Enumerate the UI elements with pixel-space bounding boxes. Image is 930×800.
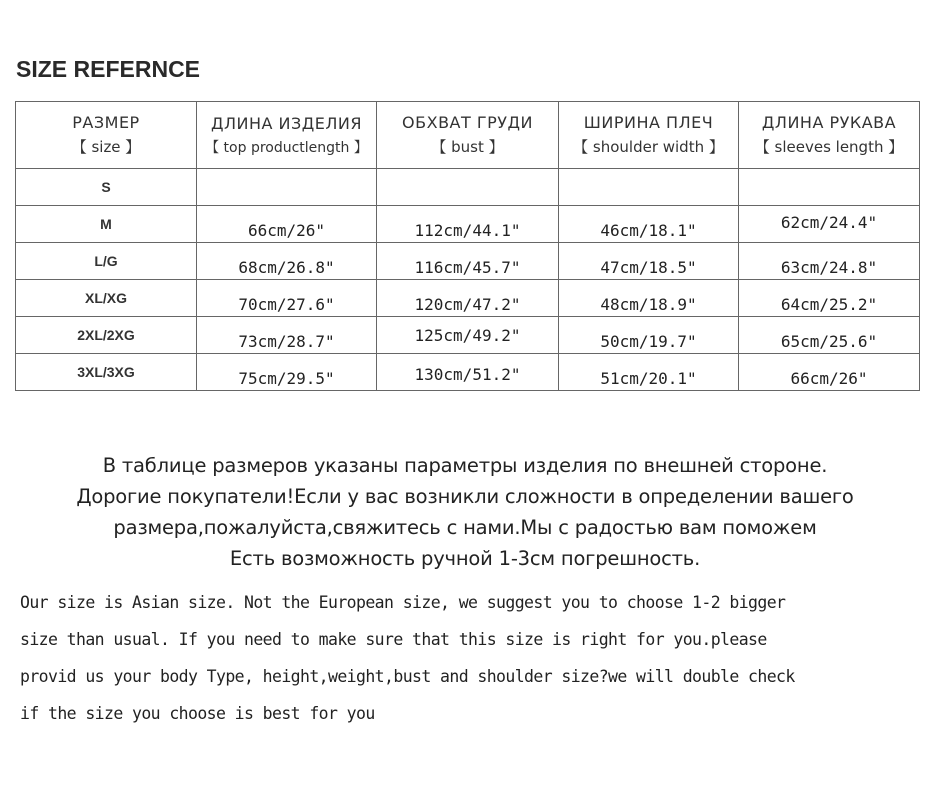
size-cell: L/G	[16, 243, 197, 280]
header-shoulder-ru: ШИРИНА ПЛЕЧ	[583, 113, 714, 132]
size-cell: 2XL/2XG	[16, 317, 197, 354]
header-length-en: 【 top productlength 】	[205, 139, 368, 156]
header-sleeve	[739, 102, 920, 169]
size-cell: 3XL/3XG	[16, 354, 197, 391]
shoulder-cell: 46cm/18.1"	[559, 206, 739, 243]
header-bust-en: 【 bust 】	[431, 138, 504, 156]
table-row	[16, 354, 920, 391]
bust-cell: 112cm/44.1"	[377, 206, 559, 243]
header-size-en: 【 size 】	[71, 138, 141, 156]
table-row	[16, 206, 920, 243]
shoulder-cell: 48cm/18.9"	[559, 280, 739, 317]
header-sleeve-ru: ДЛИНА РУКАВА	[761, 113, 897, 132]
note-line: Дорогие покупатели!Если у вас возникли сложности в определении вашего	[76, 485, 854, 508]
size-cell: XL/XG	[16, 280, 197, 317]
header-length-ru: ДЛИНА ИЗДЕЛИЯ	[210, 113, 362, 133]
bust-cell: 130cm/51.2"	[377, 354, 559, 391]
note-line: Our size is Asian size. Not the European size, we suggest you to choose 1-2 bigger	[20, 593, 786, 612]
shoulder-cell	[559, 169, 739, 206]
header-bust	[377, 102, 559, 169]
length-cell: 75cm/29.5"	[197, 354, 377, 391]
table-header-row	[16, 102, 920, 169]
header-shoulder	[559, 102, 739, 169]
bust-cell: 125cm/49.2"	[377, 317, 559, 354]
size-cell: S	[16, 169, 197, 206]
sleeve-cell	[739, 169, 920, 206]
bust-cell: 116cm/45.7"	[377, 243, 559, 280]
sleeve-cell: 65cm/25.6"	[739, 317, 920, 354]
length-cell: 70cm/27.6"	[197, 280, 377, 317]
header-length	[197, 102, 377, 169]
size-table	[15, 101, 920, 391]
note-line: размера,пожалуйста,свяжитесь с нами.Мы с радостью вам поможем	[113, 516, 817, 539]
length-cell: 66cm/26"	[197, 206, 377, 243]
table-row	[16, 169, 920, 206]
size-cell: M	[16, 206, 197, 243]
sleeve-cell: 63cm/24.8"	[739, 243, 920, 280]
russian-notes	[0, 450, 930, 574]
shoulder-cell: 50cm/19.7"	[559, 317, 739, 354]
shoulder-cell: 47cm/18.5"	[559, 243, 739, 280]
sleeve-cell: 64cm/25.2"	[739, 280, 920, 317]
bust-cell: 120cm/47.2"	[377, 280, 559, 317]
table-row	[16, 317, 920, 354]
english-notes	[20, 584, 920, 732]
length-cell: 73cm/28.7"	[197, 317, 377, 354]
table-row	[16, 243, 920, 280]
sleeve-cell: 66cm/26"	[739, 354, 920, 391]
header-size-ru: РАЗМЕР	[72, 113, 140, 132]
bust-cell	[377, 169, 559, 206]
table-row	[16, 280, 920, 317]
length-cell: 68cm/26.8"	[197, 243, 377, 280]
length-cell	[197, 169, 377, 206]
sleeve-cell: 62cm/24.4"	[739, 206, 920, 243]
header-shoulder-en: 【 shoulder width 】	[573, 138, 724, 156]
note-line: size than usual. If you need to make sure that this size is right for you.please	[20, 630, 767, 649]
header-bust-ru: ОБХВАТ ГРУДИ	[402, 113, 533, 132]
note-line: if the size you choose is best for you	[20, 704, 375, 723]
note-line: Есть возможность ручной 1-3см погрешность.	[229, 547, 701, 570]
note-line: provid us your body Type, height,weight,bust and shoulder size?we will double check	[20, 667, 795, 686]
page-title: SIZE REFERNCE	[16, 56, 201, 82]
shoulder-cell: 51cm/20.1"	[559, 354, 739, 391]
note-line: В таблице размеров указаны параметры изделия по внешней стороне.	[102, 454, 828, 477]
header-size	[16, 102, 197, 169]
header-sleeve-en: 【 sleeves length 】	[754, 138, 904, 156]
